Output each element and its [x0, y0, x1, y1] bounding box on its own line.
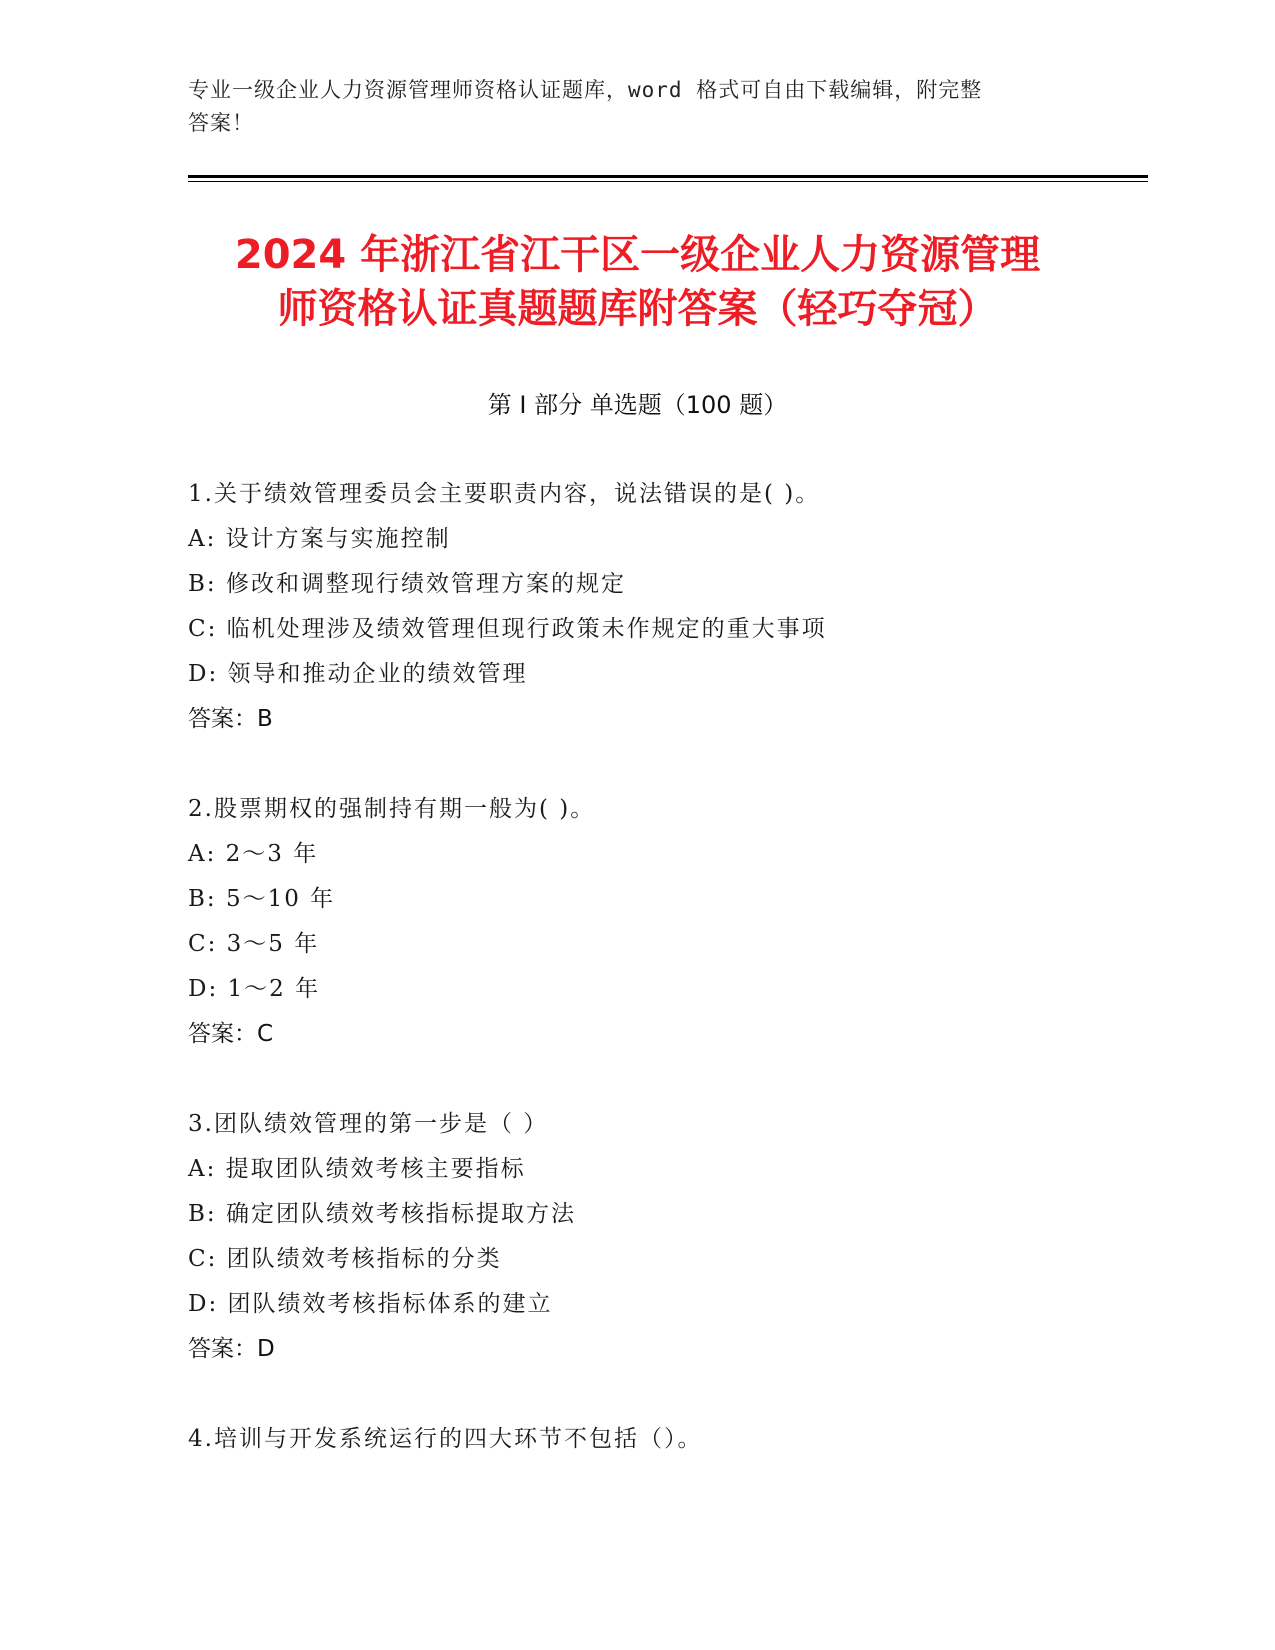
question-list	[188, 472, 1148, 1507]
document-title-line-2: 师资格认证真题题库附答案（轻巧夺冠）	[277, 286, 998, 332]
option-a: A: 2～3 年	[188, 841, 319, 867]
header-divider-thick	[188, 175, 1148, 178]
option-c: C: 临机处理涉及绩效管理但现行政策未作规定的重大事项	[188, 616, 827, 642]
question-stem: 2.股票期权的强制持有期一般为( )。	[188, 796, 596, 822]
answer: 答案：B	[188, 706, 273, 732]
option-c: C: 团队绩效考核指标的分类	[188, 1246, 502, 1272]
option-a: A: 设计方案与实施控制	[188, 526, 451, 552]
option-d: D: 领导和推动企业的绩效管理	[188, 661, 528, 687]
option-d: D: 团队绩效考核指标体系的建立	[188, 1291, 553, 1317]
answer: 答案：D	[188, 1336, 275, 1362]
header-note-line-2: 答案！	[188, 111, 254, 135]
header-note-line-1: 专业一级企业人力资源管理师资格认证题库，word 格式可自由下载编辑，附完整	[188, 78, 983, 102]
document-title-line-1: 2024 年浙江省江干区一级企业人力资源管理	[234, 232, 1041, 278]
option-b: B: 5～10 年	[188, 886, 336, 912]
question-stem: 4.培训与开发系统运行的四大环节不包括（）。	[188, 1426, 703, 1452]
answer: 答案：C	[188, 1021, 274, 1047]
question-item	[188, 787, 1148, 1057]
option-b: B: 修改和调整现行绩效管理方案的规定	[188, 571, 626, 597]
question-item	[188, 1417, 1148, 1462]
header-note	[188, 74, 1068, 140]
header-divider-thin	[188, 181, 1148, 182]
question-item	[188, 1102, 1148, 1372]
document-title	[140, 228, 1135, 336]
option-d: D: 1～2 年	[188, 976, 321, 1002]
option-c: C: 3～5 年	[188, 931, 320, 957]
option-b: B: 确定团队绩效考核指标提取方法	[188, 1201, 576, 1227]
question-stem: 1.关于绩效管理委员会主要职责内容，说法错误的是( )。	[188, 481, 821, 507]
question-stem: 3.团队绩效管理的第一步是（ ）	[188, 1111, 549, 1137]
option-a: A: 提取团队绩效考核主要指标	[188, 1156, 526, 1182]
question-item	[188, 472, 1148, 742]
section-title: 第 I 部分 单选题（100 题）	[487, 391, 788, 419]
